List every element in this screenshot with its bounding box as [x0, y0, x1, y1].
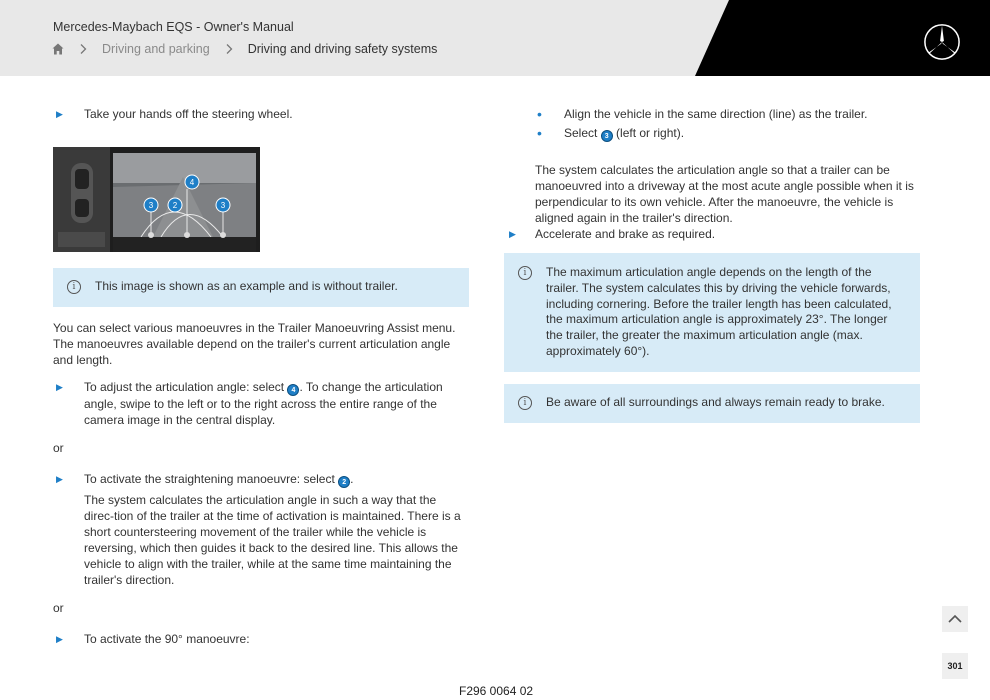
- or-separator: or: [53, 441, 64, 455]
- callout-label: 4: [189, 178, 195, 187]
- breadcrumb-current[interactable]: Driving and driving safety systems: [247, 42, 438, 56]
- manual-title: Mercedes-Maybach EQS - Owner's Manual: [53, 20, 294, 34]
- info-note-surroundings: [504, 384, 920, 423]
- arrow-bullet-icon: ▶: [56, 634, 63, 644]
- intro-paragraph: You can select various manoeuvres in the Trailer Manoeuvring Assist menu. The manoeuvres available depend on the trailer's current articulation angle and length.: [53, 321, 456, 367]
- callout-number-icon: 4: [287, 384, 299, 396]
- note-text: This image is shown as an example and is without trailer.: [95, 279, 398, 293]
- step-text: Accelerate and brake as required.: [535, 227, 716, 241]
- step-adjust-angle: [53, 379, 469, 428]
- figure-code: F296 0064 02: [459, 684, 534, 698]
- callout-number-icon: 2: [338, 476, 350, 488]
- or-separator: or: [53, 601, 64, 615]
- chevron-right-icon: [78, 43, 88, 55]
- arrow-bullet-icon: ▶: [56, 109, 63, 119]
- page-number-badge[interactable]: 301: [942, 653, 968, 679]
- right-column: [506, 106, 920, 423]
- info-note: [53, 268, 469, 307]
- info-icon: i: [518, 396, 532, 410]
- arrow-bullet-icon: ▶: [56, 474, 63, 484]
- step-text: Take your hands off the steering wheel.: [84, 107, 293, 121]
- mercedes-star-icon[interactable]: [923, 23, 961, 61]
- info-icon: i: [518, 266, 532, 280]
- scroll-to-top-button[interactable]: [942, 606, 968, 632]
- callout-label: 3: [220, 201, 226, 210]
- chevron-up-icon: [942, 606, 968, 632]
- callout-number-icon: 3: [601, 130, 613, 142]
- step-text: To adjust the articulation angle: select 4 . To change the articulation angle, swipe to the left or to the right across the entire range of the camera image in the central display.: [84, 380, 443, 427]
- list-text: Select 3 (left or right).: [564, 126, 685, 140]
- camera-image: [53, 147, 260, 252]
- breadcrumb-link-driving-parking[interactable]: Driving and parking: [102, 42, 210, 56]
- breadcrumb: [52, 42, 437, 56]
- home-icon[interactable]: [52, 43, 64, 55]
- dot-bullet-icon: •: [537, 106, 542, 122]
- list-item-select: [506, 125, 920, 142]
- dot-bullet-icon: •: [537, 125, 542, 141]
- arrow-bullet-icon: ▶: [509, 229, 516, 239]
- step-hands-off: [53, 106, 469, 122]
- header-bar: [0, 0, 990, 76]
- callout-label: 3: [148, 201, 154, 210]
- camera-image-illustration: [53, 147, 260, 252]
- callout-label: 2: [172, 201, 178, 210]
- articulation-paragraph: The system calculates the articulation angle so that a trailer can be manoeuvred into a driveway at the most acute angle possible when it is perpendicular to its own vehicle. After the manoeuvre, the vehicle is aligned again in the trailer's direction.: [535, 163, 914, 225]
- list-text: Align the vehicle in the same direction (line) as the trailer.: [564, 107, 868, 121]
- left-column: [53, 106, 469, 647]
- info-note-max-angle: [504, 253, 920, 372]
- step-90-manoeuvre: [53, 631, 469, 647]
- step-accelerate: [506, 226, 920, 242]
- arrow-bullet-icon: ▶: [56, 382, 63, 392]
- note-text: The maximum articulation angle depends on the length of the trailer. The system calculates this by driving the vehicle forwards, including cornering. Before the trailer length has been calculated, the maximum articulation angle is approximately 23°. The longer the trailer, the greater the maximum articulation angle (max. approximately 60°).: [546, 265, 892, 358]
- info-icon: i: [67, 280, 81, 294]
- chevron-right-icon: [224, 43, 234, 55]
- step-text: To activate the 90° manoeuvre:: [84, 632, 250, 646]
- step-text: To activate the straightening manoeuvre: select 2 .: [84, 472, 354, 486]
- straighten-detail: The system calculates the articulation angle in such a way that the direc-tion of the trailer at the time of activation is maintained. There is a short countersteering movement of the trailer while the vehicle is reversing, which then guides it back to the desired line. This allows the vehicle to align with the trailer, while at the same time maintaining the trailer's direction.: [84, 493, 461, 587]
- step-straighten: [53, 471, 469, 488]
- note-text: Be aware of all surroundings and always remain ready to brake.: [546, 395, 885, 409]
- list-item-align: [506, 106, 920, 122]
